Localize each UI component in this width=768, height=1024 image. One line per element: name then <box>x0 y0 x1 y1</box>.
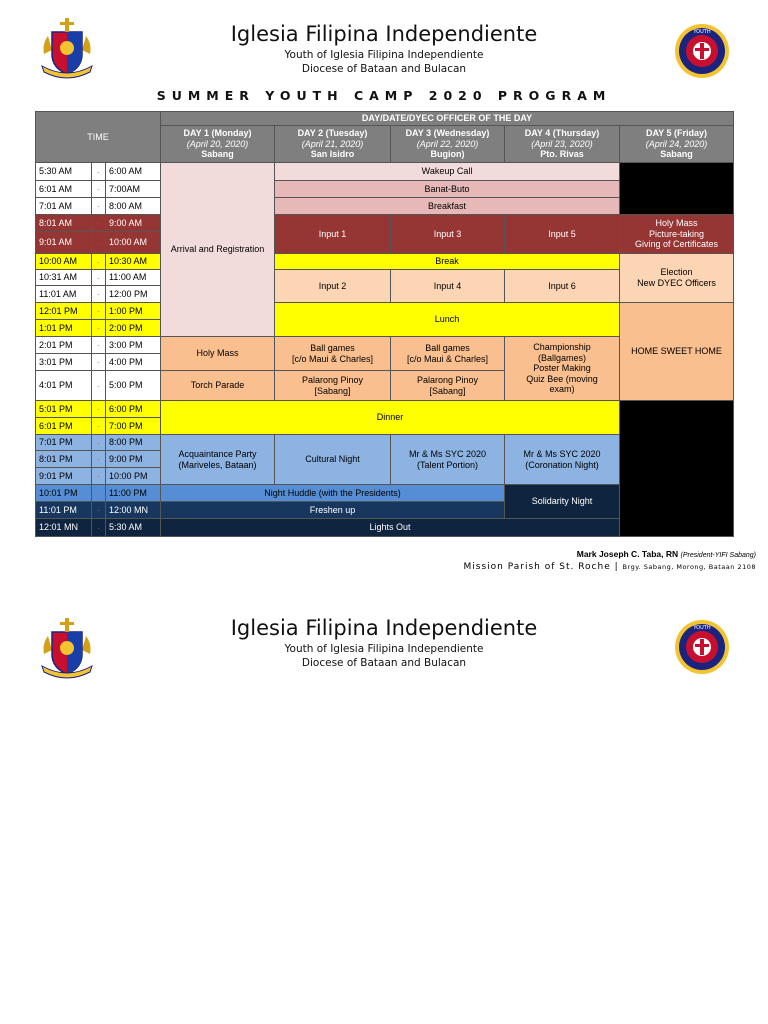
event-arrival: Arrival and Registration <box>161 163 275 337</box>
time-start: 7:01 AM <box>36 198 92 215</box>
event-torch-parade: Torch Parade <box>161 371 275 401</box>
time-start: 3:01 PM <box>36 354 92 371</box>
time-end: 7:00 PM <box>106 418 161 435</box>
time-start: 12:01 PM <box>36 303 92 320</box>
page-title: Iglesia Filipina Independiente <box>230 616 538 640</box>
event-night-huddle: Night Huddle (with the Presidents) <box>161 485 505 502</box>
time-end: 1:00 PM <box>106 303 161 320</box>
time-end: 12:00 PM <box>106 286 161 303</box>
event-input-3: Input 3 <box>391 215 505 254</box>
yifi-logo-text: YOUTH <box>693 625 711 631</box>
event-ballgames-day2: Ball games [c/o Maui & Charles] <box>275 337 391 371</box>
event-break: Break <box>275 254 620 270</box>
event-home-sweet-home: HOME SWEET HOME <box>620 303 734 401</box>
time-end: 11:00 AM <box>106 270 161 286</box>
time-start: 10:01 PM <box>36 485 92 502</box>
page-title: Iglesia Filipina Independiente <box>230 22 538 46</box>
page-subtitle-2: Diocese of Bataan and Bulacan <box>301 63 467 75</box>
time-end: 4:00 PM <box>106 354 161 371</box>
time-end: 6:00 PM <box>106 401 161 418</box>
time-start: 6:01 AM <box>36 181 92 198</box>
event-lunch: Lunch <box>275 303 620 337</box>
schedule-table: TIME DAY/DATE/DYEC OFFICER OF THE DAY DAY 1 (Monday) (April 20, 2020) Sabang DAY 2 (Tuesday) (April 21, 2020) San Isidro DAY 3 (Wednesday) (April 22, 2020) Bugion) DAY 4 (Thursday) (April 23, 2020) Pto. Rivas DAY 5 (Friday) (April 24, 2020) Sabang 5:30 AM - 6:00 AM Arrival and Registration Wakeup Call 6:01 AM - 7:00AM Banat-Buto 7:01 AM - 8:00 AM Breakfast 8:01 AM - 9:00 AM Input 1 Input 3 Input 5 Holy Mass Picture-taking Giving of Certificates 9:01 AM - 10:00 AM 10:00 AM - 10:30 AM Break Election New DYEC Officers 10:31 AM - 11:00 AM Input 2 Input 4 Input 6 11:01 AM - 12:00 PM 12:01 PM - 1:00 PM Lunch HOME SWEET HOME 1:01 PM - 2:00 PM 2:01 PM - 3:00 PM Holy Mass Ball games [c/o Maui & Charles] Ball games [c/o Maui & Charles] Championship (Ballgames) Poster Making Quiz Bee (moving exam) 3:01 PM - 4:00 PM 4:01 PM - 5:00 PM Torch Parade Palarong Pinoy [Sabang] Palarong Pinoy [Sabang] 5:01 PM - 6:00 PM Dinner 6:01 PM - 7:00 PM 7:01 PM - 8:00 PM Acquaintance Party (Mariveles, Bataan) Cultural Night Mr & Ms SYC 2020 (Talent Portion) Mr & Ms SYC 2020 (Coronation Night) 8:01 PM - 9:00 PM 9:01 PM - 10:00 PM 10:01 PM - 11:00 PM Night Huddle (with the Presidents) Solidarity Night 11:01 PM - 12:00 MN Freshen up 12:01 MN - 5:30 AM Lights Out <box>35 111 734 537</box>
parish-name: Mission Parish of St. Roche <box>463 562 611 572</box>
page-subtitle-2: Diocese of Bataan and Bulacan <box>301 657 467 669</box>
time-start: 11:01 AM <box>36 286 92 303</box>
time-start: 7:01 PM <box>36 435 92 451</box>
time-end: 5:30 AM <box>106 519 161 537</box>
time-end: 11:00 PM <box>106 485 161 502</box>
time-end: 6:00 AM <box>106 163 161 181</box>
time-start: 10:31 AM <box>36 270 92 286</box>
yifi-seal-icon <box>674 23 730 79</box>
time-start: 5:30 AM <box>36 163 92 181</box>
day-2-header: DAY 2 (Tuesday) (April 21, 2020) San Isidro <box>275 126 391 163</box>
time-end: 3:00 PM <box>106 337 161 354</box>
time-start: 9:01 PM <box>36 468 92 485</box>
page-subtitle: Youth of Iglesia Filipina Independiente <box>284 49 484 61</box>
time-end: 8:00 AM <box>106 198 161 215</box>
time-header: TIME <box>36 112 161 163</box>
event-input-5: Input 5 <box>505 215 620 254</box>
time-start: 8:01 PM <box>36 451 92 468</box>
event-cultural-night: Cultural Night <box>275 435 391 485</box>
time-start: 5:01 PM <box>36 401 92 418</box>
signature-parish-line <box>463 562 756 572</box>
day-5-header: DAY 5 (Friday) (April 24, 2020) Sabang <box>620 126 734 163</box>
event-dinner: Dinner <box>161 401 620 435</box>
event-palarong-day2: Palarong Pinoy [Sabang] <box>275 371 391 401</box>
signature-name: Mark Joseph C. Taba, RN <box>576 549 679 559</box>
event-wakeup: Wakeup Call <box>275 163 620 181</box>
event-election: Election New DYEC Officers <box>620 254 734 303</box>
time-start: 1:01 PM <box>36 320 92 337</box>
time-start: 2:01 PM <box>36 337 92 354</box>
yifi-logo-text: YOUTH <box>693 29 711 35</box>
event-solidarity-night: Solidarity Night <box>505 485 620 519</box>
time-end: 10:00 PM <box>106 468 161 485</box>
event-coronation-night: Mr & Ms SYC 2020 (Coronation Night) <box>505 435 620 485</box>
day-3-header: DAY 3 (Wednesday) (April 22, 2020) Bugion) <box>391 126 505 163</box>
event-holy-mass-friday: Holy Mass Picture-taking Giving of Certificates <box>620 215 734 254</box>
parish-address: Brgy. Sabang, Morong, Bataan 2108 <box>622 563 756 571</box>
time-end: 9:00 AM <box>106 215 161 232</box>
day-4-header: DAY 4 (Thursday) (April 23, 2020) Pto. Rivas <box>505 126 620 163</box>
page-subtitle: Youth of Iglesia Filipina Independiente <box>284 643 484 655</box>
time-end: 8:00 PM <box>106 435 161 451</box>
time-end: 9:00 PM <box>106 451 161 468</box>
day-1-header: DAY 1 (Monday) (April 20, 2020) Sabang <box>161 126 275 163</box>
event-acquaintance-party: Acquaintance Party (Mariveles, Bataan) <box>161 435 275 485</box>
event-freshen-up: Freshen up <box>161 502 505 519</box>
yifi-seal-icon <box>674 619 730 675</box>
time-start: 6:01 PM <box>36 418 92 435</box>
event-input-2: Input 2 <box>275 270 391 303</box>
time-end: 10:30 AM <box>106 254 161 270</box>
time-end: 12:00 MN <box>106 502 161 519</box>
event-ballgames-day3: Ball games [c/o Maui & Charles] <box>391 337 505 371</box>
event-championship: Championship (Ballgames) Poster Making Quiz Bee (moving exam) <box>505 337 620 401</box>
time-start: 9:01 AM <box>36 232 92 254</box>
parish-separator: | <box>614 562 619 572</box>
event-lights-out: Lights Out <box>161 519 620 537</box>
event-holy-mass: Holy Mass <box>161 337 275 371</box>
signature-name-line <box>577 549 756 559</box>
event-palarong-day3: Palarong Pinoy [Sabang] <box>391 371 505 401</box>
event-banat: Banat-Buto <box>275 181 620 198</box>
time-end: 10:00 AM <box>106 232 161 254</box>
event-breakfast: Breakfast <box>275 198 620 215</box>
program-title: SUMMER YOUTH CAMP 2020 PROGRAM <box>156 88 612 103</box>
time-start: 8:01 AM <box>36 215 92 232</box>
time-end: 7:00AM <box>106 181 161 198</box>
time-start: 4:01 PM <box>36 371 92 401</box>
day-header: DAY/DATE/DYEC OFFICER OF THE DAY <box>161 112 734 126</box>
time-end: 2:00 PM <box>106 320 161 337</box>
signature-role: (President-YIFI Sabang) <box>680 552 756 559</box>
time-start: 11:01 PM <box>36 502 92 519</box>
event-input-6: Input 6 <box>505 270 620 303</box>
time-start: 12:01 MN <box>36 519 92 537</box>
event-input-1: Input 1 <box>275 215 391 254</box>
event-input-4: Input 4 <box>391 270 505 303</box>
time-start: 10:00 AM <box>36 254 92 270</box>
time-end: 5:00 PM <box>106 371 161 401</box>
event-talent-portion: Mr & Ms SYC 2020 (Talent Portion) <box>391 435 505 485</box>
